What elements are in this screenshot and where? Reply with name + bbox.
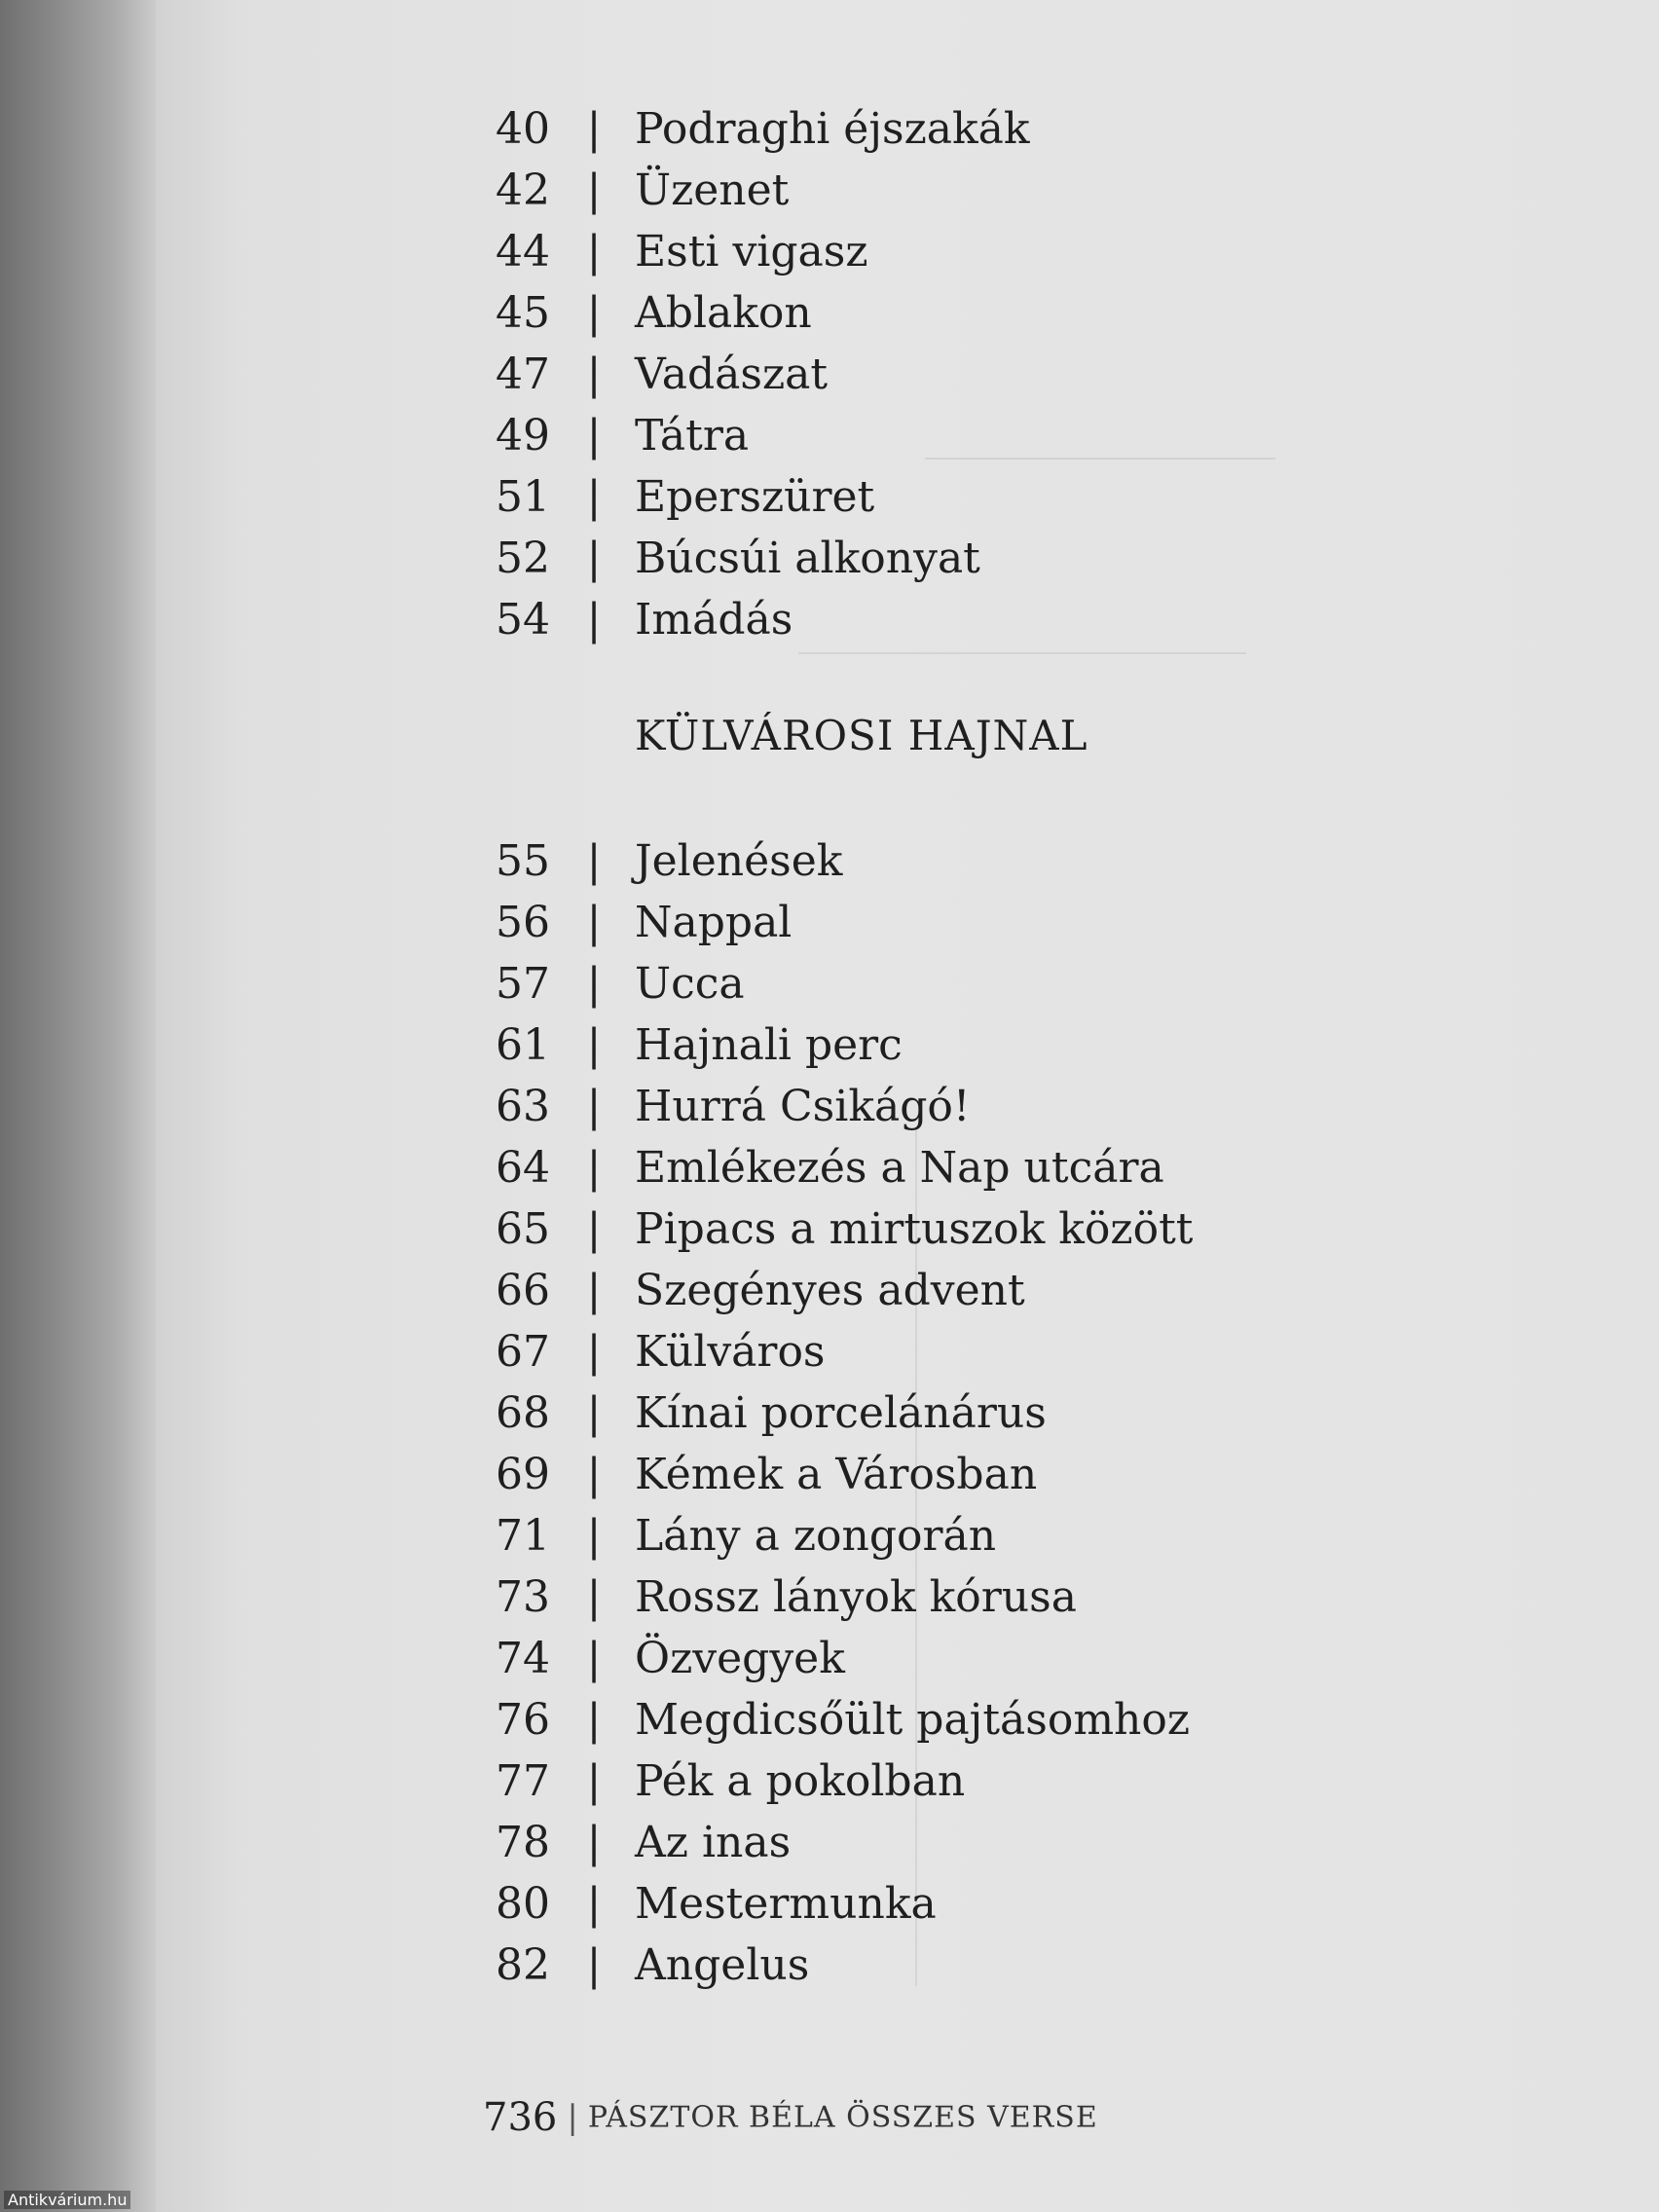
toc-title: Ucca [635, 959, 745, 1009]
toc-page-number: 45 [496, 288, 550, 338]
toc-page-number: 55 [496, 836, 550, 886]
toc-title: Hurrá Csikágó! [635, 1082, 971, 1131]
toc-entry [156, 1385, 1659, 1442]
toc-title: Podraghi éjszakák [635, 104, 1030, 154]
toc-separator: | [586, 959, 602, 1009]
toc-title: Kémek a Városban [635, 1450, 1038, 1499]
toc-page-number: 54 [496, 595, 550, 645]
toc-separator: | [586, 288, 602, 338]
toc-title: Eperszüret [635, 472, 875, 522]
toc-separator: | [586, 1634, 602, 1683]
footer-page-number: 736 [483, 2095, 558, 2140]
toc-page-number: 65 [496, 1204, 550, 1254]
toc-entry [156, 1324, 1659, 1381]
toc-separator: | [586, 534, 602, 583]
toc-entry [156, 1753, 1659, 1810]
toc-page-number: 73 [496, 1572, 550, 1622]
toc-title: Angelus [635, 1940, 810, 1990]
toc-entry [156, 224, 1659, 280]
toc-entry [156, 1201, 1659, 1258]
toc-page-number: 64 [496, 1143, 550, 1193]
toc-separator: | [586, 1572, 602, 1622]
toc-separator: | [586, 1695, 602, 1745]
toc-separator: | [586, 166, 602, 215]
toc-title: Pipacs a mirtuszok között [635, 1204, 1194, 1254]
toc-page-number: 52 [496, 534, 550, 583]
toc-separator: | [586, 104, 602, 154]
toc-entry [156, 163, 1659, 219]
toc-page-number: 40 [496, 104, 550, 154]
toc-page-number: 71 [496, 1511, 550, 1561]
toc-title: Lány a zongorán [635, 1511, 997, 1561]
toc-entry [156, 1569, 1659, 1626]
toc-entry [156, 347, 1659, 403]
toc-page-number: 51 [496, 472, 550, 522]
toc-page-number: 78 [496, 1818, 550, 1867]
toc-title: Hajnali perc [635, 1020, 903, 1070]
toc-page-number: 61 [496, 1020, 550, 1070]
toc-entry [156, 469, 1659, 526]
book-page [156, 0, 1659, 2212]
toc-entry [156, 285, 1659, 342]
toc-title: Nappal [635, 898, 793, 947]
toc-entry [156, 1937, 1659, 1994]
toc-entry [156, 592, 1659, 648]
toc-separator: | [586, 836, 602, 886]
toc-separator: | [586, 1511, 602, 1561]
toc-title: Szegényes advent [635, 1266, 1025, 1315]
toc-separator: | [586, 411, 602, 461]
toc-title: Pék a pokolban [635, 1756, 966, 1806]
toc-page-number: 44 [496, 227, 550, 276]
footer-book-title: PÁSZTOR BÉLA ÖSSZES VERSE [587, 2100, 1098, 2135]
toc-entry [156, 1508, 1659, 1565]
toc-page-number: 42 [496, 166, 550, 215]
section-heading: KÜLVÁROSI HAJNAL [635, 712, 1088, 759]
toc-entry [156, 1263, 1659, 1319]
toc-separator: | [586, 472, 602, 522]
toc-separator: | [586, 1818, 602, 1867]
toc-entry [156, 1692, 1659, 1749]
toc-title: Üzenet [635, 166, 790, 215]
toc-entry [156, 1631, 1659, 1687]
toc-separator: | [586, 595, 602, 645]
toc-separator: | [586, 227, 602, 276]
toc-title: Külváros [635, 1327, 826, 1377]
toc-page-number: 80 [496, 1879, 550, 1929]
toc-entry [156, 956, 1659, 1013]
toc-title: Megdicsőült pajtásomhoz [635, 1695, 1191, 1745]
toc-separator: | [586, 898, 602, 947]
toc-separator: | [586, 1082, 602, 1131]
toc-title: Búcsúi alkonyat [635, 534, 980, 583]
toc-title: Rossz lányok kórusa [635, 1572, 1077, 1622]
toc-entry [156, 1079, 1659, 1135]
toc-separator: | [586, 350, 602, 399]
toc-title: Jelenések [635, 836, 843, 886]
toc-title: Ablakon [635, 288, 812, 338]
toc-page-number: 56 [496, 898, 550, 947]
toc-page-number: 57 [496, 959, 550, 1009]
toc-title: Kínai porcelánárus [635, 1388, 1047, 1438]
toc-page-number: 68 [496, 1388, 550, 1438]
toc-separator: | [586, 1388, 602, 1438]
toc-page-number: 74 [496, 1634, 550, 1683]
toc-title: Az inas [635, 1818, 792, 1867]
toc-page-number: 82 [496, 1940, 550, 1990]
toc-page-number: 63 [496, 1082, 550, 1131]
toc-separator: | [586, 1756, 602, 1806]
toc-page-number: 67 [496, 1327, 550, 1377]
toc-entry [156, 1876, 1659, 1933]
toc-entry [156, 833, 1659, 890]
toc-separator: | [586, 1266, 602, 1315]
toc-entry [156, 895, 1659, 951]
toc-page-number: 66 [496, 1266, 550, 1315]
toc-entry [156, 101, 1659, 158]
toc-separator: | [586, 1940, 602, 1990]
toc-page-number: 49 [496, 411, 550, 461]
toc-page-number: 76 [496, 1695, 550, 1745]
toc-entry [156, 1140, 1659, 1197]
toc-page-number: 47 [496, 350, 550, 399]
toc-title: Vadászat [635, 350, 829, 399]
toc-separator: | [586, 1204, 602, 1254]
toc-title: Imádás [635, 595, 793, 645]
book-gutter-shadow [0, 0, 161, 2212]
toc-entry [156, 531, 1659, 587]
page-footer [483, 2095, 1098, 2150]
toc-entry [156, 1447, 1659, 1503]
toc-entry [156, 1017, 1659, 1074]
toc-page-number: 69 [496, 1450, 550, 1499]
toc-title: Mestermunka [635, 1879, 937, 1929]
toc-title: Özvegyek [635, 1634, 845, 1683]
footer-separator: | [567, 2098, 578, 2137]
toc-title: Tátra [635, 411, 750, 461]
toc-separator: | [586, 1879, 602, 1929]
table-of-contents [156, 0, 1659, 2212]
toc-separator: | [586, 1450, 602, 1499]
toc-page-number: 77 [496, 1756, 550, 1806]
toc-title: Esti vigasz [635, 227, 868, 276]
toc-separator: | [586, 1327, 602, 1377]
toc-entry [156, 1815, 1659, 1871]
toc-title: Emlékezés a Nap utcára [635, 1143, 1164, 1193]
toc-entry [156, 408, 1659, 464]
watermark-text: Antikvárium.hu [4, 2191, 130, 2209]
toc-separator: | [586, 1020, 602, 1070]
toc-separator: | [586, 1143, 602, 1193]
